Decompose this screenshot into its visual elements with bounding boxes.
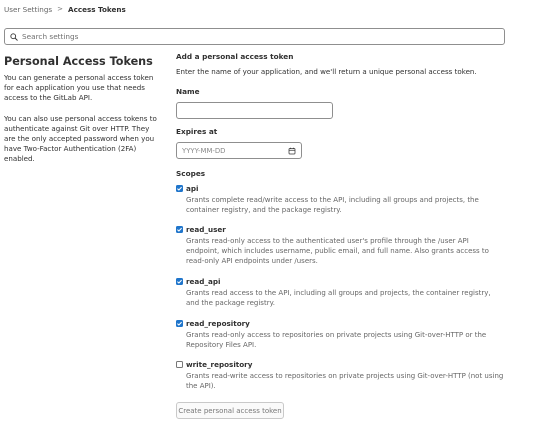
scope-read-repository-description: Grants read-only access to repositories on private projects using Git-over-HTTP or the Repository Files API. [186,331,487,350]
breadcrumb-user-settings[interactable]: User Settings [4,4,53,14]
expires-at-label: Expires at [176,127,218,136]
page-title: Personal Access Tokens [4,55,153,68]
check-icon [176,185,183,192]
check-icon [176,320,183,327]
scope-api-name: api [186,184,199,193]
scope-read-user-checkbox[interactable] [176,226,183,233]
search-bar[interactable] [4,28,505,45]
check-icon [176,278,183,285]
scope-read-user-name: read_user [186,225,226,234]
scope-read-api-name: read_api [186,277,221,286]
expires-at-input[interactable] [176,142,302,159]
scope-write-repository-name: write_repository [186,360,253,369]
scope-api-description: Grants complete read/write access to the API, including all groups and projects, the container registry, and the package registry. [186,196,479,215]
check-icon [176,226,183,233]
scope-read-repository-checkbox[interactable] [176,320,183,327]
scope-write-repository-description: Grants read-write access to repositories on private projects using Git-over-HTTP (not using the API). [186,372,504,391]
scope-write-repository-checkbox[interactable] [176,361,183,368]
breadcrumb-current: Access Tokens [68,4,126,14]
scope-read-api-description: Grants read access to the API, including all groups and projects, the container registry, and the package registry. [186,289,491,308]
settings-description [4,55,162,175]
breadcrumb [4,3,126,15]
scope-read-user-description: Grants read-only access to the authenticated user's profile through the /user API endpoint, which includes username, public email, and full name. Also grants access to read-only API endpoints under /users. [186,237,489,266]
expires-at-placeholder: YYYY-MM-DD [182,146,226,155]
form-section-description: Enter the name of your application, and we'll return a unique personal access token. [176,67,477,76]
calendar-icon[interactable] [288,147,296,155]
create-token-button[interactable]: Create personal access token [176,402,284,419]
search-input[interactable] [22,32,492,41]
scope-read-api-checkbox[interactable] [176,278,183,285]
scope-read-repository-name: read_repository [186,319,250,328]
breadcrumb-separator: > [57,5,64,13]
scopes-label: Scopes [176,169,206,178]
search-icon [10,33,18,41]
name-input[interactable] [176,102,333,119]
description-paragraph-2: You can also use personal access tokens to authenticate against Git over HTTP. They are the only accepted password when you have Two-Factor Authentication (2FA) enabled. [4,113,157,164]
description-paragraph-1: You can generate a personal access token for each application you use that needs access to the GitLab API. [4,73,154,103]
name-label: Name [176,87,200,96]
form-section-title: Add a personal access token [176,52,294,61]
scope-api-checkbox[interactable] [176,185,183,192]
